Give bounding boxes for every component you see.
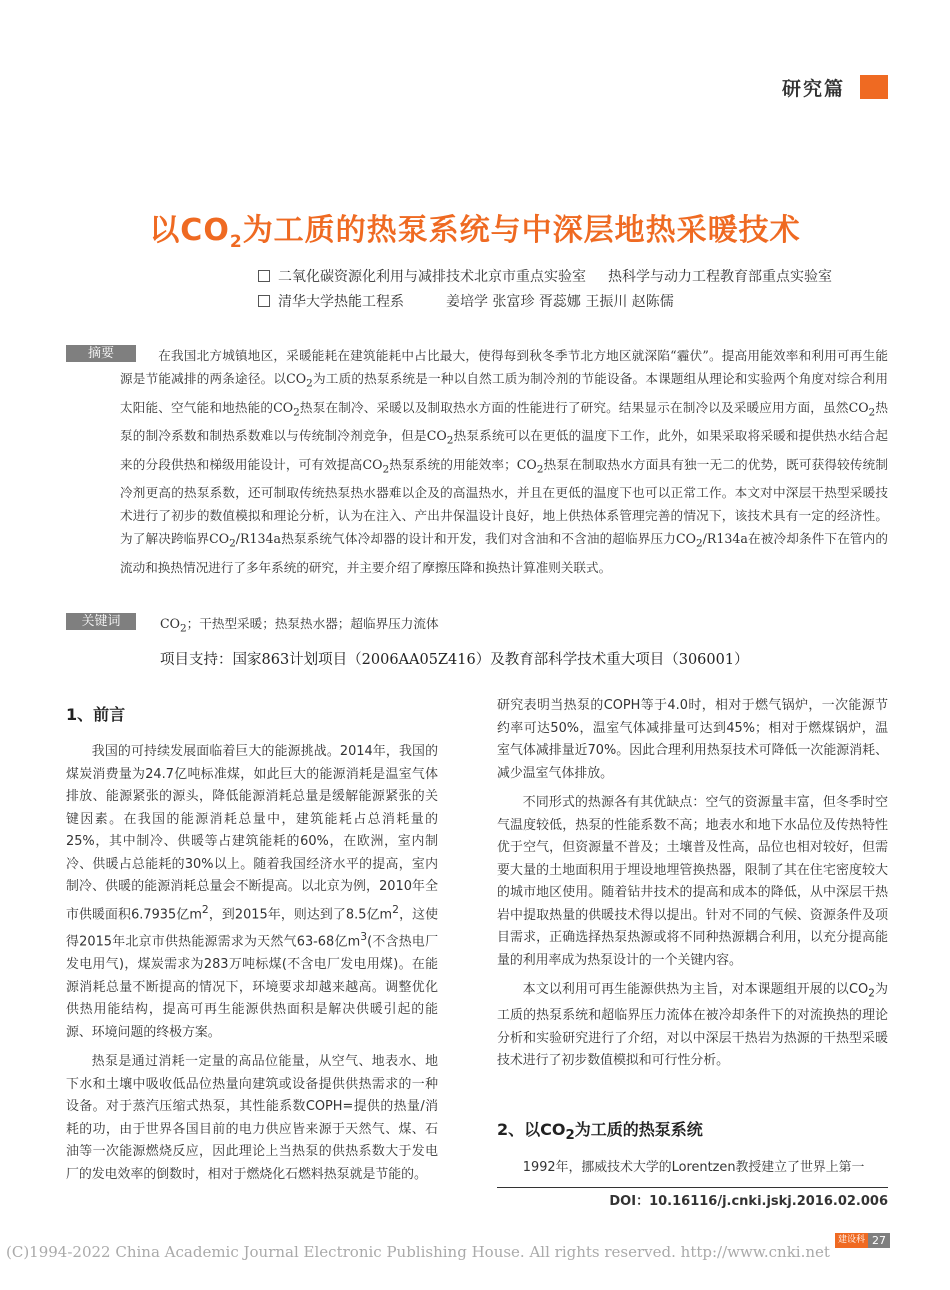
keywords-label: 关键词	[66, 613, 136, 630]
paragraph: 热泵是通过消耗一定量的高品位能量，从空气、地表水、地下水和土壤中吸收低品位热量向建筑或设备提供供热需求的一种设备。对于蒸汽压缩式热泵，其性能系数COPH=提供的热量/消耗的功，由于世界各国目前的电力供应皆来源于天然气、煤、石油等一次能源燃烧反应，因此理论上当热泵的供热系数大于发电厂的发电效率的倒数时，相对于燃烧化石燃料热泵就是节能的。	[66, 1054, 438, 1182]
funding-statement: 项目支持：国家863计划项目（2006AA05Z416）及教育部科学技术重大项目（306001）	[160, 652, 749, 668]
cnki-copyright-watermark: (C)1994-2022 China Academic Journal Electronic Publishing House. All rights reserved. http://www.cnki.net	[6, 1243, 830, 1261]
section-2-heading: 2、以$CO_2$为工质的热泵系统	[497, 1120, 703, 1144]
keywords-text: $CO_2$；干热型采暖；热泵热水器；超临界压力流体	[160, 616, 439, 635]
section-1-heading: 1、前言	[66, 705, 126, 724]
affiliation-lab-1: 二氧化碳资源化利用与减排技术北京市重点实验室	[278, 269, 586, 285]
right-column-body	[497, 695, 888, 1073]
page-number: 27	[868, 1233, 890, 1248]
checkbox-square-icon	[258, 270, 270, 282]
paragraph: 我国的可持续发展面临着巨大的能源挑战。2014年，我国的煤炭消费量为24.7亿吨标准煤，如此巨大的能源消耗是温室气体排放、能源紧张的源头，降低能源消耗总量是缓解能源紧张的关键因素。在我国的能源消耗总量中，建筑能耗占总消耗量的25%，其中制冷、供暖等占建筑能耗的60%，在欧洲，室内制冷、供暖占总能耗的30%以上。随着我国经济水平的提高，室内制冷、供暖的能源消耗总量会不断提高。以北京为例，2010年全市供暖面积6.7935亿$m^2$，到2015年，则达到了8.5亿$m^2$，这使得2015年北京市供热能源需求为天然气63-68亿$m^3$(不含热电厂发电用气)，煤炭需求为283万吨标煤(不含电厂发电用煤)。在能源消耗总量不断提高的情况下，环境要求却越来越高。调整优化供热用能结构，提高可再生能源供热面积是解决供暖引起的能源、环境问题的终极方案。	[66, 744, 438, 1040]
affiliation-department: 清华大学热能工程系	[278, 294, 404, 310]
paragraph: 研究表明当热泵的COPH等于4.0时，相对于燃气锅炉，一次能源节约率可达50%，温室气体减排量可达到45%；相对于燃煤锅炉，温室气体减排量近70%。因此合理利用热泵技术可降低一次能源消耗、减少温室气体排放。	[497, 698, 888, 781]
doi-divider	[497, 1187, 888, 1188]
section-color-block	[860, 75, 888, 99]
affiliation-line-2	[258, 291, 674, 311]
journal-logo: 建设科技	[835, 1233, 868, 1248]
left-column-body	[66, 741, 438, 1186]
doi: DOI：10.16116/j.cnki.jskj.2016.02.006	[609, 1194, 888, 1209]
paragraph: 不同形式的热源各有其优缺点：空气的资源量丰富，但冬季时空气温度较低，热泵的性能系数不高；地表水和地下水品位及传热特性优于空气，但资源量不普及；土壤普及性高，品位也相对较好，但需要大量的土地面积用于埋设地埋管换热器，限制了其在住宅密度较大的城市地区使用。随着钻井技术的提高和成本的降低，从中深层干热岩中提取热量的供暖技术得以提出。针对不同的气候、资源条件及项目需求，正确选择热泵热源或将不同种热源耦合利用，以充分提高能量的利用率成为热泵设计的一个关键内容。	[497, 795, 888, 968]
paper-title: 以$CO_2$为工质的热泵系统与中深层地热采暖技术	[149, 213, 801, 252]
paragraph: 本文以利用可再生能源供热为主旨，对本课题组开展的以$CO_2$为工质的热泵系统和超临界压力流体在被冷却条件下的对流换热的理论分析和实验研究进行了介绍，对以中深层干热岩为热源的干热型采暖技术进行了初步数值模拟和可行性分析。	[497, 982, 888, 1069]
right-column-section-2-body	[497, 1157, 888, 1180]
author-list: 姜培学 张富珍 胥蕊娜 王振川 赵陈儒	[446, 294, 674, 310]
checkbox-square-icon	[258, 295, 270, 307]
abstract-text: 在我国北方城镇地区，采暖能耗在建筑能耗中占比最大，使得每到秋冬季节北方地区就深陷“霾伏”。提高用能效率和利用可再生能源是节能减排的两条途径。以$CO_2$为工质的热泵系统是一种以自然工质为制冷剂的节能设备。本课题组从理论和实验两个角度对综合利用太阳能、空气能和地热能的$CO_2$热泵在制冷、采暖以及制取热水方面的性能进行了研究。结果显示在制冷以及采暖应用方面，虽然$CO_2$热泵的制冷系数和制热系数难以与传统制冷剂竞争，但是$CO_2$热泵系统可以在更低的温度下工作，此外，如果采取将采暖和提供热水结合起来的分段供热和梯级用能设计，可有效提高$CO_2$热泵系统的用能效率；$CO_2$热泵在制取热水方面具有独一无二的优势，既可获得较传统制冷剂更高的热泵系数，还可制取传统热泵热水器难以企及的高温热水，并且在更低的温度下也可以正常工作。本文对中深层干热型采暖技术进行了初步的数值模拟和理论分析，认为在注入、产出井保温设计良好，地上供热体系管理完善的情况下，该技术具有一定的经济性。为了解决跨临界$CO_2/R134a$热泵系统气体冷却器的设计和开发，我们对含油和不含油的超临界压力$CO_2/R134a$在被冷却条件下在管内的流动和换热情况进行了多年系统的研究，并主要介绍了摩擦压降和换热计算准则关联式。	[120, 348, 889, 575]
affiliation-line-1	[258, 266, 832, 286]
paragraph: 1992年，挪威技术大学的Lorentzen教授建立了世界上第一	[522, 1160, 865, 1175]
affiliation-lab-2: 热科学与动力工程教育部重点实验室	[608, 269, 832, 285]
section-label: 研究篇	[781, 78, 845, 100]
abstract-label: 摘要	[66, 345, 136, 362]
